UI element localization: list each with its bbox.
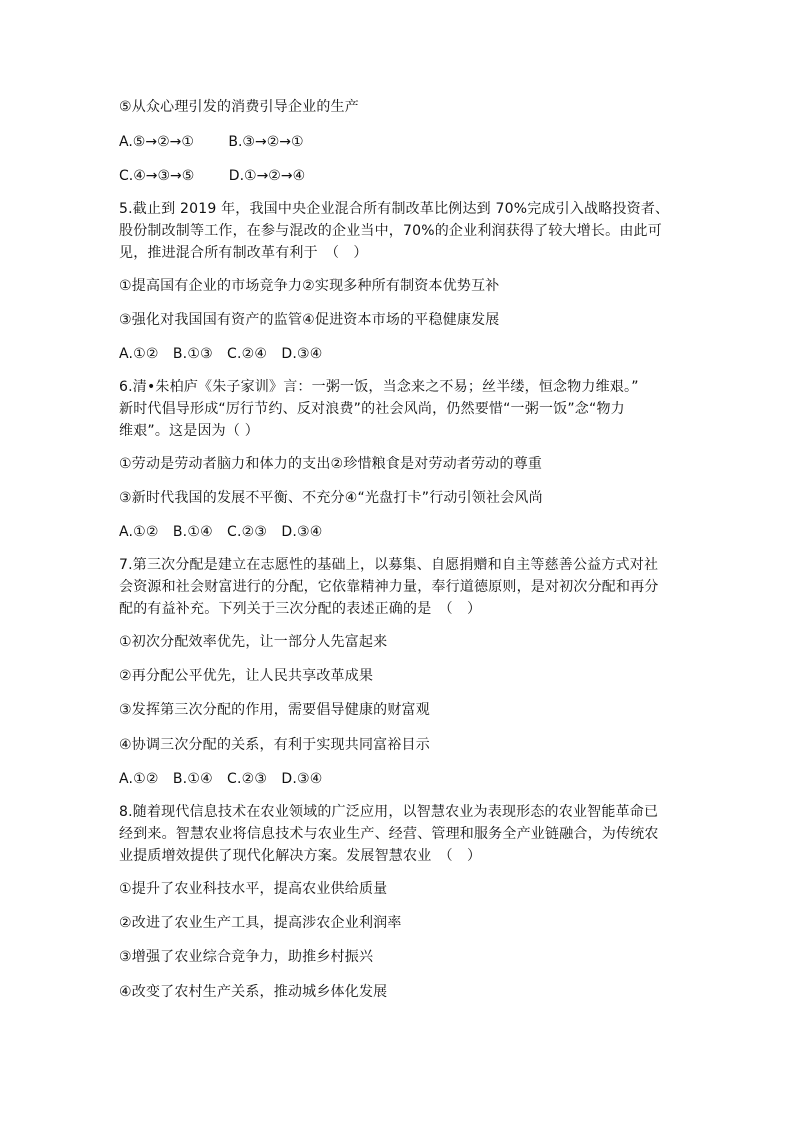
q8-statement-4: ④改变了农村生产关系，推动城乡体化发展	[119, 984, 388, 1000]
q6-stem-line-2: 新时代倡导形成“厉行节约、反对浪费”的社会风尚，仍然要惜“一粥一饭”念“物力	[119, 401, 625, 417]
q8-stem-line-2: 经到来。智慧农业将信息技术与农业生产、经营、管理和服务全产业链融合，为传统农	[119, 826, 659, 842]
q6-statement-a: ①劳动是劳动者脑力和体力的支出②珍惜粮食是对劳动者劳动的尊重	[119, 456, 543, 472]
q5-statement-a: ①提高国有企业的市场竞争力②实现多种所有制资本优势互补	[119, 278, 500, 294]
q8-stem-line-1: 8.随着现代信息技术在农业领域的广泛应用，以智慧农业为表现形态的农业智能革命已	[119, 804, 659, 820]
q5-stem-line-3: 见，推进混合所有制改革有利于 （ ）	[119, 245, 368, 261]
q7-stem-line-1: 7.第三次分配是建立在志愿性的基础上，以募集、自愿捐赠和自主等慈善公益方式对社	[119, 557, 659, 573]
q4-statement-5: ⑤从众心理引发的消费引导企业的生产	[119, 99, 359, 115]
q7-stem-line-2: 会资源和社会财富进行的分配，它依靠精神力量，奉行道德原则，是对初次分配和再分	[119, 579, 659, 595]
q7-statement-1: ①初次分配效率优先，让一部分人先富起来	[119, 634, 388, 650]
q4-option-c: C.④→③→⑤	[119, 168, 195, 184]
q5-stem-line-2: 股份制改制等工作，在参与混改的企业当中，70%的企业利润获得了较大增长。由此可	[119, 223, 662, 239]
q4-options-row-2	[119, 167, 305, 185]
q4-option-a: A.⑤→②→①	[119, 134, 194, 150]
q4-option-d: D.①→②→④	[228, 168, 306, 184]
q8-statement-2: ②改进了农业生产工具，提高涉农企业利润率	[119, 915, 402, 931]
q7-statement-2: ②再分配公平优先，让人民共享改革成果	[119, 668, 374, 684]
q7-stem-line-3: 配的有益补充。下列关于三次分配的表述正确的是 （ ）	[119, 601, 482, 617]
q7-options: A.①② B.①④ C.②③ D.③④	[119, 771, 323, 787]
q7-statement-3: ③发挥第三次分配的作用，需要倡导健康的财富观	[119, 702, 430, 718]
q4-option-b: B.③→②→①	[228, 134, 304, 150]
q4-options-row-1	[119, 133, 304, 151]
q6-options: A.①② B.①④ C.②③ D.③④	[119, 524, 323, 540]
q8-stem-line-3: 业提质增效提供了现代化解决方案。发展智慧农业 （ ）	[119, 848, 482, 864]
q8-statement-3: ③增强了农业综合竞争力，助推乡村振兴	[119, 949, 374, 965]
q7-statement-4: ④协调三次分配的关系，有利于实现共同富裕目示	[119, 737, 430, 753]
q6-stem-line-3: 维艰”。这是因为（ ）	[119, 423, 259, 439]
q6-statement-b: ③新时代我国的发展不平衡、不充分④“光盘打卡”行动引领社会风尚	[119, 490, 543, 506]
q5-options: A.①② B.①③ C.②④ D.③④	[119, 346, 323, 362]
q5-stem-line-1: 5.截止到 2019 年，我国中央企业混合所有制改革比例达到 70%完成引入战略投资者、	[119, 201, 670, 217]
q8-statement-1: ①提升了农业科技水平，提高农业供给质量	[119, 881, 388, 897]
q6-stem-line-1: 6.清•朱柏庐《朱子家训》言：一粥一饭，当念来之不易；丝半缕，恒念物力维艰。”	[119, 379, 639, 395]
q5-statement-b: ③强化对我国国有资产的监管④促进资本市场的平稳健康发展	[119, 312, 500, 328]
